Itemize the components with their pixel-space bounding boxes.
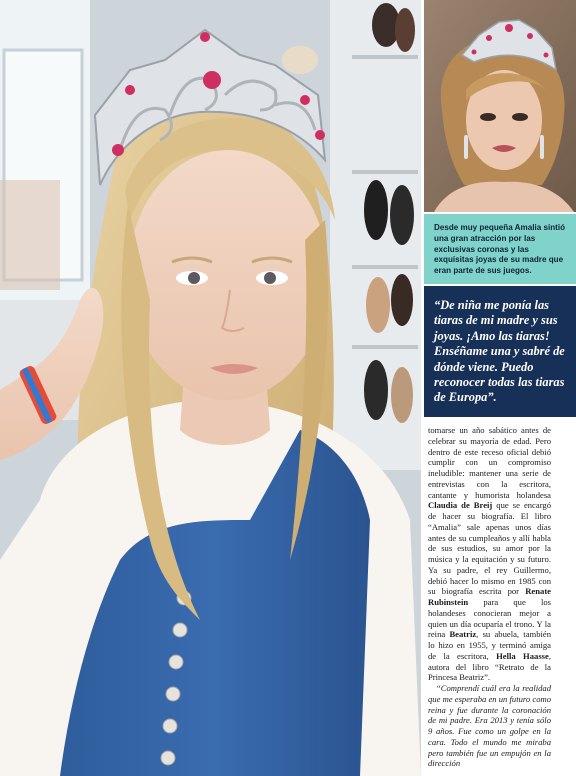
pull-quote-box: [424, 286, 576, 417]
name-beatriz: Beatriz: [449, 629, 477, 640]
article-paragraph-2: “Comprendí cuál era la realidad que me esperaba en un futuro como reina y fue durante la coronación de mi padre. Era 2013 y tenía sólo 9 años. Fue como un golpe en la cara. Todo el mundo me miraba pero también fue un empujón en la dirección: [428, 683, 551, 769]
name-renate-rubinstein: Renate Rubinstein: [428, 586, 551, 607]
caption-box: [424, 214, 576, 284]
article-paragraph-1: tomarse un año sabático antes de celebrar su mayoría de edad. Pero dentro de este receso oficial debió cumplir con un compromiso ineludible: mantener una serie de entrevistas con la escritora, cantante y humorista holandesa Claudia de Breij que se encargó de hacer su biografía. El libro “Amalia” sale apenas unos días antes de su cumpleaños y allí habla de sus estudios, su amor por la música y la equitación y su futuro. Ya su padre, el rey Guillermo, debió hacer lo mismo en 1985 con su biografía escrita por Renate Rubinstein para que los holandeses conocieran mejor a quien un día ocuparía el trono. Y la reina Beatriz, su abuela, también lo hizo en 1955, y terminó amiga de la escritora, Hella Haasse, autora del libro “Retrato de la Princesa Beatriz”.: [428, 425, 551, 683]
name-claudia-de-breij: Claudia de Breij: [428, 500, 493, 511]
name-hella-haasse: Hella Haasse: [496, 650, 549, 661]
photo-caption: Desde muy pequeña Amalia sintió una gran atracción por las exclusivas coronas y las exquisitas joyas de su madre que eran parte de sus juegos.: [434, 223, 566, 276]
portrait-photo: [424, 0, 576, 212]
portrait-scene: [424, 0, 576, 212]
article-column: [428, 425, 551, 776]
pull-quote: “De niña me ponía las tiaras de mi madre y sus joyas. ¡Amo las tiaras! Enséñame una y sabré de dónde viene. Puedo reconocer todas las tiaras de Europa”.: [434, 298, 565, 405]
